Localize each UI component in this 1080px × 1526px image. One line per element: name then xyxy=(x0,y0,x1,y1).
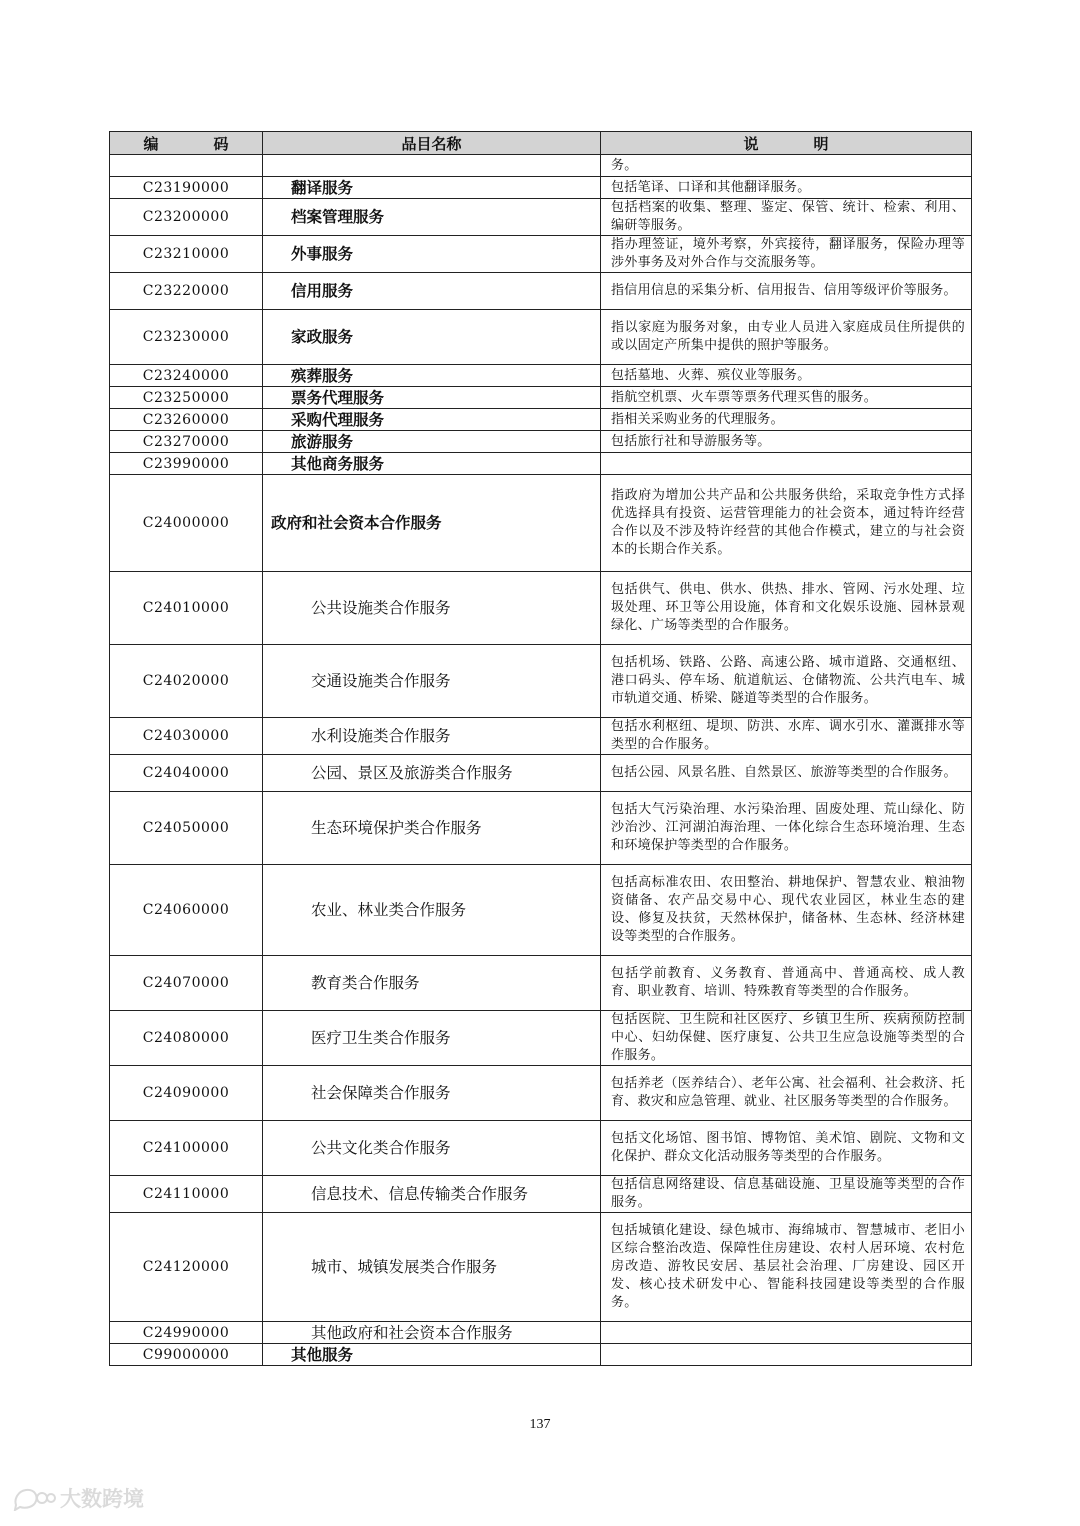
item-code: C23210000 xyxy=(110,236,263,273)
table-row xyxy=(110,572,972,645)
item-description: 包括旅行社和导游服务等。 xyxy=(601,431,972,453)
item-description: 指相关采购业务的代理服务。 xyxy=(601,409,972,431)
catalog-table xyxy=(109,131,972,1366)
item-code: C23200000 xyxy=(110,199,263,236)
item-description: 务。 xyxy=(601,155,972,177)
item-description xyxy=(601,1322,972,1344)
item-name: 其他政府和社会资本合作服务 xyxy=(263,1322,601,1344)
item-code: C23230000 xyxy=(110,310,263,365)
item-name: 城市、城镇发展类合作服务 xyxy=(263,1213,601,1322)
item-description: 包括医院、卫生院和社区医疗、乡镇卫生所、疾病预防控制中心、妇幼保健、医疗康复、公共卫生应急设施等类型的合作服务。 xyxy=(601,1011,972,1066)
item-description: 包括养老（医养结合）、老年公寓、社会福利、社会救济、托育、救灾和应急管理、就业、社区服务等类型的合作服务。 xyxy=(601,1066,972,1121)
table-row xyxy=(110,177,972,199)
item-description: 包括高标准农田、农田整治、耕地保护、智慧农业、粮油物资储备、农产品交易中心、现代农业园区，林业生态的建设、修复及扶贫，天然林保护，储备林、生态林、经济林建设等类型的合作服务。 xyxy=(601,865,972,956)
item-name: 公共设施类合作服务 xyxy=(263,572,601,645)
table-row xyxy=(110,273,972,310)
item-code: C24990000 xyxy=(110,1322,263,1344)
item-code: C24000000 xyxy=(110,475,263,572)
table-row xyxy=(110,1066,972,1121)
item-code xyxy=(110,155,263,177)
item-code: C23220000 xyxy=(110,273,263,310)
item-description: 包括供气、供电、供水、供热、排水、管网、污水处理、垃圾处理、环卫等公用设施，体育和文化娱乐设施、园林景观绿化、广场等类型的合作服务。 xyxy=(601,572,972,645)
table-row xyxy=(110,1322,972,1344)
page-number: 137 xyxy=(529,1417,551,1432)
item-description: 指办理签证，境外考察，外宾接待，翻译服务，保险办理等涉外事务及对外合作与交流服务等。 xyxy=(601,236,972,273)
item-name: 旅游服务 xyxy=(263,431,601,453)
item-name: 殡葬服务 xyxy=(263,365,601,387)
header-desc: 说 明 xyxy=(601,132,972,155)
item-code: C99000000 xyxy=(110,1344,263,1366)
table-row xyxy=(110,365,972,387)
item-description: 指信用信息的采集分析、信用报告、信用等级评价等服务。 xyxy=(601,273,972,310)
table-body xyxy=(110,155,972,1366)
item-code: C24060000 xyxy=(110,865,263,956)
item-name: 交通设施类合作服务 xyxy=(263,645,601,718)
item-name: 翻译服务 xyxy=(263,177,601,199)
item-name: 外事服务 xyxy=(263,236,601,273)
item-description: 包括档案的收集、整理、鉴定、保管、统计、检索、利用、编研等服务。 xyxy=(601,199,972,236)
item-name: 采购代理服务 xyxy=(263,409,601,431)
table-row xyxy=(110,236,972,273)
item-name: 档案管理服务 xyxy=(263,199,601,236)
item-name: 社会保障类合作服务 xyxy=(263,1066,601,1121)
item-description: 包括墓地、火葬、殡仪业等服务。 xyxy=(601,365,972,387)
item-description xyxy=(601,1344,972,1366)
item-name: 农业、林业类合作服务 xyxy=(263,865,601,956)
item-description xyxy=(601,453,972,475)
item-code: C24040000 xyxy=(110,755,263,792)
item-name: 生态环境保护类合作服务 xyxy=(263,792,601,865)
item-description: 包括大气污染治理、水污染治理、固废处理、荒山绿化、防沙治沙、江河湖泊海治理、一体化综合生态环境治理、生态和环境保护等类型的合作服务。 xyxy=(601,792,972,865)
item-name: 其他服务 xyxy=(263,1344,601,1366)
table-row xyxy=(110,1176,972,1213)
item-name: 信用服务 xyxy=(263,273,601,310)
item-name: 信息技术、信息传输类合作服务 xyxy=(263,1176,601,1213)
item-description: 包括机场、铁路、公路、高速公路、城市道路、交通枢纽、港口码头、停车场、航道航运、仓储物流、公共汽电车、城市轨道交通、桥梁、隧道等类型的合作服务。 xyxy=(601,645,972,718)
item-name: 公共文化类合作服务 xyxy=(263,1121,601,1176)
item-name: 医疗卫生类合作服务 xyxy=(263,1011,601,1066)
table-row xyxy=(110,155,972,177)
table-row xyxy=(110,645,972,718)
item-code: C24110000 xyxy=(110,1176,263,1213)
item-code: C23260000 xyxy=(110,409,263,431)
table-row xyxy=(110,1011,972,1066)
item-code: C24090000 xyxy=(110,1066,263,1121)
table-row xyxy=(110,956,972,1011)
table-row xyxy=(110,310,972,365)
header-code: 编 码 xyxy=(110,132,263,155)
table-row xyxy=(110,755,972,792)
item-description: 指以家庭为服务对象，由专业人员进入家庭成员住所提供的或以固定产所集中提供的照护等服务。 xyxy=(601,310,972,365)
table-row xyxy=(110,865,972,956)
table-row xyxy=(110,387,972,409)
item-description: 包括笔译、口译和其他翻译服务。 xyxy=(601,177,972,199)
item-code: C24010000 xyxy=(110,572,263,645)
item-description: 指政府为增加公共产品和公共服务供给，采取竞争性方式择优选择具有投资、运营管理能力的社会资本，通过特许经营合作以及不涉及特许经营的其他合作模式，建立的与社会资本的长期合作关系。 xyxy=(601,475,972,572)
item-description: 包括水利枢纽、堤坝、防洪、水库、调水引水、灌溉排水等类型的合作服务。 xyxy=(601,718,972,755)
item-code: C24080000 xyxy=(110,1011,263,1066)
item-description: 包括信息网络建设、信息基础设施、卫星设施等类型的合作服务。 xyxy=(601,1176,972,1213)
table-row xyxy=(110,199,972,236)
item-description: 指航空机票、火车票等票务代理买售的服务。 xyxy=(601,387,972,409)
item-code: C23250000 xyxy=(110,387,263,409)
item-code: C24120000 xyxy=(110,1213,263,1322)
item-description: 包括文化场馆、图书馆、博物馆、美术馆、剧院、文物和文化保护、群众文化活动服务等类型的合作服务。 xyxy=(601,1121,972,1176)
item-name: 政府和社会资本合作服务 xyxy=(263,475,601,572)
chat-bubble-logo-icon xyxy=(12,1485,56,1511)
table-row xyxy=(110,792,972,865)
table-row xyxy=(110,718,972,755)
watermark-text: 大数跨境 xyxy=(60,1487,144,1511)
item-name: 教育类合作服务 xyxy=(263,956,601,1011)
item-description: 包括学前教育、义务教育、普通高中、普通高校、成人教育、职业教育、培训、特殊教育等类型的合作服务。 xyxy=(601,956,972,1011)
table-row xyxy=(110,1213,972,1322)
watermark xyxy=(12,1483,144,1513)
item-name: 水利设施类合作服务 xyxy=(263,718,601,755)
item-name xyxy=(263,155,601,177)
item-name: 其他商务服务 xyxy=(263,453,601,475)
table-row xyxy=(110,431,972,453)
item-code: C23990000 xyxy=(110,453,263,475)
item-name: 公园、景区及旅游类合作服务 xyxy=(263,755,601,792)
item-code: C24030000 xyxy=(110,718,263,755)
table-row xyxy=(110,453,972,475)
item-code: C24020000 xyxy=(110,645,263,718)
item-code: C24100000 xyxy=(110,1121,263,1176)
item-code: C24050000 xyxy=(110,792,263,865)
item-code: C23270000 xyxy=(110,431,263,453)
item-code: C24070000 xyxy=(110,956,263,1011)
header-name: 品目名称 xyxy=(263,132,601,155)
table-header-row xyxy=(110,132,972,155)
item-code: C23240000 xyxy=(110,365,263,387)
table-row xyxy=(110,1344,972,1366)
item-code: C23190000 xyxy=(110,177,263,199)
table-row xyxy=(110,409,972,431)
table-row xyxy=(110,1121,972,1176)
item-name: 票务代理服务 xyxy=(263,387,601,409)
item-description: 包括城镇化建设、绿色城市、海绵城市、智慧城市、老旧小区综合整治改造、保障性住房建设、农村人居环境、农村危房改造、游牧民安居、基层社会治理、厂房建设、园区开发、核心技术研发中心、智能科技园建设等类型的合作服务。 xyxy=(601,1213,972,1322)
item-name: 家政服务 xyxy=(263,310,601,365)
table-row xyxy=(110,475,972,572)
item-description: 包括公园、风景名胜、自然景区、旅游等类型的合作服务。 xyxy=(601,755,972,792)
